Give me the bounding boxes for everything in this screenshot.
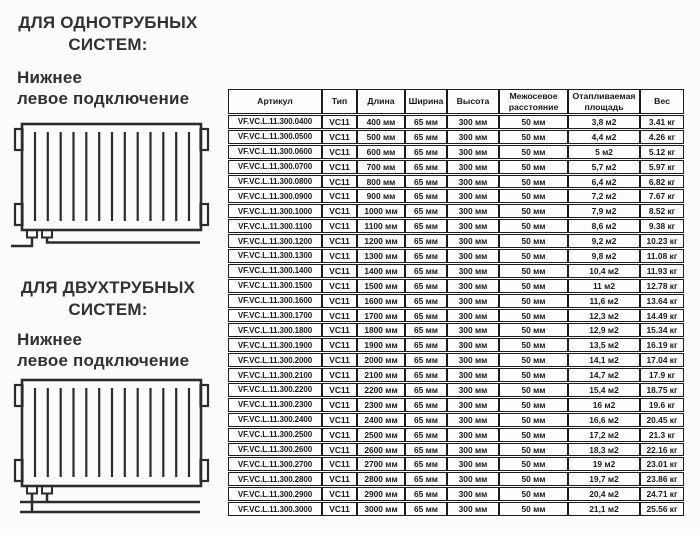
table-cell: 65 мм <box>405 175 447 189</box>
table-cell: VF.VC.L.11.300.2700 <box>228 457 322 471</box>
table-cell: 1500 мм <box>357 279 405 293</box>
table-row <box>228 383 684 397</box>
table-row <box>228 428 684 442</box>
table-cell: 300 мм <box>447 279 499 293</box>
table-cell: 17.9 кг <box>640 368 684 382</box>
table-cell: 1200 мм <box>357 234 405 248</box>
table-row <box>228 398 684 412</box>
table-cell: VF.VC.L.11.300.2000 <box>228 353 322 367</box>
table-row <box>228 130 684 144</box>
table-cell: 1900 мм <box>357 338 405 352</box>
table-cell: 700 мм <box>357 160 405 174</box>
table-cell: 2800 мм <box>357 472 405 486</box>
table-cell: VC11 <box>322 145 357 159</box>
table-cell: VC11 <box>322 234 357 248</box>
section-title-line1: ДЛЯ ОДНОТРУБНЫХ <box>18 13 198 32</box>
table-cell: 1800 мм <box>357 323 405 337</box>
table-cell: 15.34 кг <box>640 323 684 337</box>
table-cell: 65 мм <box>405 160 447 174</box>
table-cell: 9.38 кг <box>640 219 684 233</box>
table-row <box>228 175 684 189</box>
table-cell: 50 мм <box>499 189 568 203</box>
table-cell: 50 мм <box>499 264 568 278</box>
table-cell: 300 мм <box>447 160 499 174</box>
table-cell: 50 мм <box>499 398 568 412</box>
table-cell: 2400 мм <box>357 413 405 427</box>
table-cell: 300 мм <box>447 175 499 189</box>
table-cell: VC11 <box>322 189 357 203</box>
table-cell: 50 мм <box>499 115 568 129</box>
table-cell: 7,2 м2 <box>568 189 640 203</box>
table-row <box>228 189 684 203</box>
table-cell: 300 мм <box>447 204 499 218</box>
table-row <box>228 294 684 308</box>
table-cell: 300 мм <box>447 383 499 397</box>
column-header: Ширина <box>405 89 447 114</box>
table-cell: 300 мм <box>447 323 499 337</box>
table-cell: VF.VC.L.11.300.1400 <box>228 264 322 278</box>
table-cell: 300 мм <box>447 502 499 516</box>
table-cell: 5.97 кг <box>640 160 684 174</box>
table-cell: 1100 мм <box>357 219 405 233</box>
table-cell: 2100 мм <box>357 368 405 382</box>
table-cell: 500 мм <box>357 130 405 144</box>
table-row <box>228 323 684 337</box>
table-cell: VC11 <box>322 502 357 516</box>
table-cell: 400 мм <box>357 115 405 129</box>
table-cell: 20,4 м2 <box>568 487 640 501</box>
table-cell: 65 мм <box>405 309 447 323</box>
table-cell: 50 мм <box>499 219 568 233</box>
table-cell: VF.VC.L.11.300.2800 <box>228 472 322 486</box>
table-cell: 65 мм <box>405 115 447 129</box>
table-cell: 65 мм <box>405 443 447 457</box>
table-cell: VC11 <box>322 264 357 278</box>
table-cell: 16.19 кг <box>640 338 684 352</box>
table-cell: 900 мм <box>357 189 405 203</box>
table-cell: VF.VC.L.11.300.1200 <box>228 234 322 248</box>
radiator-fins <box>35 132 189 221</box>
table-cell: VC11 <box>322 130 357 144</box>
table-cell: 19,7 м2 <box>568 472 640 486</box>
table-cell: VF.VC.L.11.300.0800 <box>228 175 322 189</box>
table-cell: 300 мм <box>447 443 499 457</box>
table-cell: 12,3 м2 <box>568 309 640 323</box>
table-cell: 65 мм <box>405 234 447 248</box>
table-cell: 300 мм <box>447 219 499 233</box>
table-cell: 50 мм <box>499 443 568 457</box>
table-cell: VF.VC.L.11.300.1600 <box>228 294 322 308</box>
spec-table-container <box>228 88 684 517</box>
table-cell: 50 мм <box>499 249 568 263</box>
table-cell: 50 мм <box>499 428 568 442</box>
column-header: Отапливаемая площадь <box>568 89 640 114</box>
table-cell: VC11 <box>322 160 357 174</box>
table-cell: 15,4 м2 <box>568 383 640 397</box>
connection-label-line1: Нижнее <box>17 68 83 87</box>
table-cell: 6,4 м2 <box>568 175 640 189</box>
table-cell: 50 мм <box>499 353 568 367</box>
table-cell: 8,6 м2 <box>568 219 640 233</box>
table-cell: 65 мм <box>405 294 447 308</box>
table-cell: 14,1 м2 <box>568 353 640 367</box>
table-cell: VF.VC.L.11.300.2600 <box>228 443 322 457</box>
table-cell: VC11 <box>322 204 357 218</box>
table-cell: 1000 мм <box>357 204 405 218</box>
connection-label-line1: Нижнее <box>17 330 83 349</box>
table-row <box>228 309 684 323</box>
table-row <box>228 487 684 501</box>
table-cell: 65 мм <box>405 249 447 263</box>
table-cell: VF.VC.L.11.300.2400 <box>228 413 322 427</box>
table-cell: 50 мм <box>499 383 568 397</box>
table-cell: VC11 <box>322 323 357 337</box>
table-cell: 2900 мм <box>357 487 405 501</box>
table-cell: VC11 <box>322 338 357 352</box>
table-cell: 50 мм <box>499 234 568 248</box>
table-cell: 12,9 м2 <box>568 323 640 337</box>
table-row <box>228 457 684 471</box>
table-cell: 10.23 кг <box>640 234 684 248</box>
table-cell: VF.VC.L.11.300.2500 <box>228 428 322 442</box>
table-cell: VF.VC.L.11.300.1700 <box>228 309 322 323</box>
table-cell: VF.VC.L.11.300.0500 <box>228 130 322 144</box>
table-cell: 50 мм <box>499 502 568 516</box>
table-cell: 65 мм <box>405 487 447 501</box>
table-cell: 50 мм <box>499 472 568 486</box>
table-row <box>228 145 684 159</box>
table-cell: 21,1 м2 <box>568 502 640 516</box>
table-cell: 50 мм <box>499 323 568 337</box>
table-cell: 23.01 кг <box>640 457 684 471</box>
table-cell: VF.VC.L.11.300.1900 <box>228 338 322 352</box>
radiator-fins <box>35 388 189 477</box>
table-cell: 22.16 кг <box>640 443 684 457</box>
table-cell: 50 мм <box>499 175 568 189</box>
table-cell: 300 мм <box>447 189 499 203</box>
table-cell: 50 мм <box>499 457 568 471</box>
table-cell: 13,5 м2 <box>568 338 640 352</box>
table-cell: VF.VC.L.11.300.1100 <box>228 219 322 233</box>
table-cell: 25.56 кг <box>640 502 684 516</box>
radiator-two-pipe-diagram <box>7 372 219 520</box>
table-row <box>228 472 684 486</box>
table-cell: 2200 мм <box>357 383 405 397</box>
table-row <box>228 219 684 233</box>
table-cell: 65 мм <box>405 472 447 486</box>
table-cell: 3.41 кг <box>640 115 684 129</box>
table-cell: 5.12 кг <box>640 145 684 159</box>
table-cell: 300 мм <box>447 115 499 129</box>
connection-label-line2: левое подключение <box>17 89 190 108</box>
table-cell: 65 мм <box>405 457 447 471</box>
table-cell: 300 мм <box>447 353 499 367</box>
table-cell: 18.75 кг <box>640 383 684 397</box>
table-cell: VC11 <box>322 115 357 129</box>
table-cell: 65 мм <box>405 204 447 218</box>
table-cell: 65 мм <box>405 189 447 203</box>
table-cell: 2500 мм <box>357 428 405 442</box>
table-cell: 50 мм <box>499 160 568 174</box>
table-cell: VC11 <box>322 398 357 412</box>
table-cell: VC11 <box>322 413 357 427</box>
spec-table-body <box>228 115 684 516</box>
table-cell: 65 мм <box>405 264 447 278</box>
table-cell: VF.VC.L.11.300.0900 <box>228 189 322 203</box>
table-cell: 300 мм <box>447 338 499 352</box>
table-cell: 300 мм <box>447 264 499 278</box>
table-row <box>228 413 684 427</box>
table-cell: VC11 <box>322 309 357 323</box>
table-row <box>228 443 684 457</box>
table-row <box>228 204 684 218</box>
table-cell: VF.VC.L.11.300.1000 <box>228 204 322 218</box>
table-cell: 9,8 м2 <box>568 249 640 263</box>
table-cell: 65 мм <box>405 130 447 144</box>
table-cell: 10,4 м2 <box>568 264 640 278</box>
column-header: Длина <box>357 89 405 114</box>
section-title-line2: СИСТЕМ: <box>68 35 148 54</box>
table-cell: 65 мм <box>405 398 447 412</box>
table-cell: 17.04 кг <box>640 353 684 367</box>
table-cell: 14.49 кг <box>640 309 684 323</box>
table-cell: VF.VC.L.11.300.2100 <box>228 368 322 382</box>
table-row <box>228 115 684 129</box>
column-header: Межосевое расстояние <box>499 89 568 114</box>
table-cell: 50 мм <box>499 413 568 427</box>
table-cell: 600 мм <box>357 145 405 159</box>
table-cell: 300 мм <box>447 145 499 159</box>
table-cell: 65 мм <box>405 502 447 516</box>
single-pipe-section-title <box>2 12 214 56</box>
table-row <box>228 160 684 174</box>
column-header: Тип <box>322 89 357 114</box>
connection-label-line2: левое подключение <box>17 351 190 370</box>
table-cell: VF.VC.L.11.300.0700 <box>228 160 322 174</box>
table-cell: 65 мм <box>405 219 447 233</box>
table-cell: 24.71 кг <box>640 487 684 501</box>
table-cell: 50 мм <box>499 487 568 501</box>
table-cell: VF.VC.L.11.300.1300 <box>228 249 322 263</box>
table-cell: VC11 <box>322 383 357 397</box>
table-cell: 5,7 м2 <box>568 160 640 174</box>
table-cell: 50 мм <box>499 279 568 293</box>
table-cell: 1700 мм <box>357 309 405 323</box>
table-cell: 65 мм <box>405 383 447 397</box>
table-cell: 16,6 м2 <box>568 413 640 427</box>
table-cell: VF.VC.L.11.300.3000 <box>228 502 322 516</box>
table-cell: 65 мм <box>405 323 447 337</box>
table-cell: 65 мм <box>405 428 447 442</box>
table-cell: 300 мм <box>447 249 499 263</box>
table-cell: 6.82 кг <box>640 175 684 189</box>
table-cell: 300 мм <box>447 234 499 248</box>
table-row <box>228 353 684 367</box>
table-cell: 3000 мм <box>357 502 405 516</box>
table-cell: VC11 <box>322 457 357 471</box>
section-title-line1: ДЛЯ ДВУХТРУБНЫХ <box>20 278 196 297</box>
table-cell: 50 мм <box>499 204 568 218</box>
table-cell: VC11 <box>322 279 357 293</box>
table-cell: 50 мм <box>499 145 568 159</box>
table-cell: 11.93 кг <box>640 264 684 278</box>
two-pipe-lines <box>20 494 200 513</box>
table-cell: 20.45 кг <box>640 413 684 427</box>
table-cell: VC11 <box>322 487 357 501</box>
table-cell: 14,7 м2 <box>568 368 640 382</box>
table-cell: VC11 <box>322 443 357 457</box>
table-cell: VC11 <box>322 428 357 442</box>
table-cell: VC11 <box>322 249 357 263</box>
table-cell: 19.6 кг <box>640 398 684 412</box>
table-cell: 50 мм <box>499 338 568 352</box>
column-header: Высота <box>447 89 499 114</box>
table-cell: 300 мм <box>447 472 499 486</box>
table-cell: VF.VC.L.11.300.2900 <box>228 487 322 501</box>
table-cell: VF.VC.L.11.300.1800 <box>228 323 322 337</box>
table-cell: 7,9 м2 <box>568 204 640 218</box>
spec-table-head-row <box>228 89 684 114</box>
table-cell: 300 мм <box>447 398 499 412</box>
table-cell: 50 мм <box>499 130 568 144</box>
table-cell: VC11 <box>322 353 357 367</box>
table-cell: 50 мм <box>499 294 568 308</box>
table-cell: 2700 мм <box>357 457 405 471</box>
table-cell: 65 мм <box>405 145 447 159</box>
table-cell: 65 мм <box>405 279 447 293</box>
table-cell: 7.67 кг <box>640 189 684 203</box>
table-cell: 11,6 м2 <box>568 294 640 308</box>
table-cell: 300 мм <box>447 487 499 501</box>
table-cell: 3,8 м2 <box>568 115 640 129</box>
table-cell: 12.78 кг <box>640 279 684 293</box>
table-cell: 50 мм <box>499 309 568 323</box>
table-cell: VC11 <box>322 368 357 382</box>
table-cell: 9,2 м2 <box>568 234 640 248</box>
table-cell: 300 мм <box>447 130 499 144</box>
table-cell: 21.3 кг <box>640 428 684 442</box>
table-cell: 300 мм <box>447 368 499 382</box>
two-pipe-connection-label <box>17 329 217 371</box>
table-cell: 65 мм <box>405 368 447 382</box>
single-pipe-lines <box>11 238 200 247</box>
table-cell: 4,4 м2 <box>568 130 640 144</box>
radiator-single-pipe-diagram <box>7 118 219 256</box>
column-header: Вес <box>640 89 684 114</box>
table-cell: 50 мм <box>499 368 568 382</box>
table-cell: 1400 мм <box>357 264 405 278</box>
table-cell: 65 мм <box>405 413 447 427</box>
left-panel <box>0 0 225 535</box>
table-cell: 300 мм <box>447 413 499 427</box>
table-cell: VF.VC.L.11.300.1500 <box>228 279 322 293</box>
table-cell: 11.08 кг <box>640 249 684 263</box>
table-row <box>228 338 684 352</box>
table-cell: VF.VC.L.11.300.2300 <box>228 398 322 412</box>
two-pipe-section-title <box>2 277 214 321</box>
table-cell: 300 мм <box>447 457 499 471</box>
table-cell: 2000 мм <box>357 353 405 367</box>
table-cell: 17,2 м2 <box>568 428 640 442</box>
table-row <box>228 234 684 248</box>
table-cell: 1300 мм <box>357 249 405 263</box>
table-row <box>228 249 684 263</box>
table-cell: 11 м2 <box>568 279 640 293</box>
table-cell: 5 м2 <box>568 145 640 159</box>
table-cell: 65 мм <box>405 353 447 367</box>
table-cell: 300 мм <box>447 309 499 323</box>
table-cell: 18,3 м2 <box>568 443 640 457</box>
table-cell: 1600 мм <box>357 294 405 308</box>
table-cell: 300 мм <box>447 294 499 308</box>
table-cell: 8.52 кг <box>640 204 684 218</box>
table-cell: VF.VC.L.11.300.0600 <box>228 145 322 159</box>
table-cell: 300 мм <box>447 428 499 442</box>
table-cell: VC11 <box>322 219 357 233</box>
table-row <box>228 368 684 382</box>
column-header: Артикул <box>228 89 322 114</box>
table-cell: VC11 <box>322 472 357 486</box>
table-cell: 800 мм <box>357 175 405 189</box>
table-cell: VC11 <box>322 294 357 308</box>
table-cell: 16 м2 <box>568 398 640 412</box>
table-cell: 65 мм <box>405 338 447 352</box>
table-row <box>228 502 684 516</box>
table-cell: 23.86 кг <box>640 472 684 486</box>
table-cell: 4.26 кг <box>640 130 684 144</box>
table-cell: VF.VC.L.11.300.0400 <box>228 115 322 129</box>
table-cell: 2600 мм <box>357 443 405 457</box>
table-cell: 19 м2 <box>568 457 640 471</box>
table-row <box>228 264 684 278</box>
table-cell: VF.VC.L.11.300.2200 <box>228 383 322 397</box>
single-pipe-connection-label <box>17 67 217 109</box>
table-cell: VC11 <box>322 175 357 189</box>
table-row <box>228 279 684 293</box>
table-cell: 2300 мм <box>357 398 405 412</box>
section-title-line2: СИСТЕМ: <box>68 300 148 319</box>
table-cell: 13.64 кг <box>640 294 684 308</box>
radiator-spec-table <box>228 88 684 517</box>
